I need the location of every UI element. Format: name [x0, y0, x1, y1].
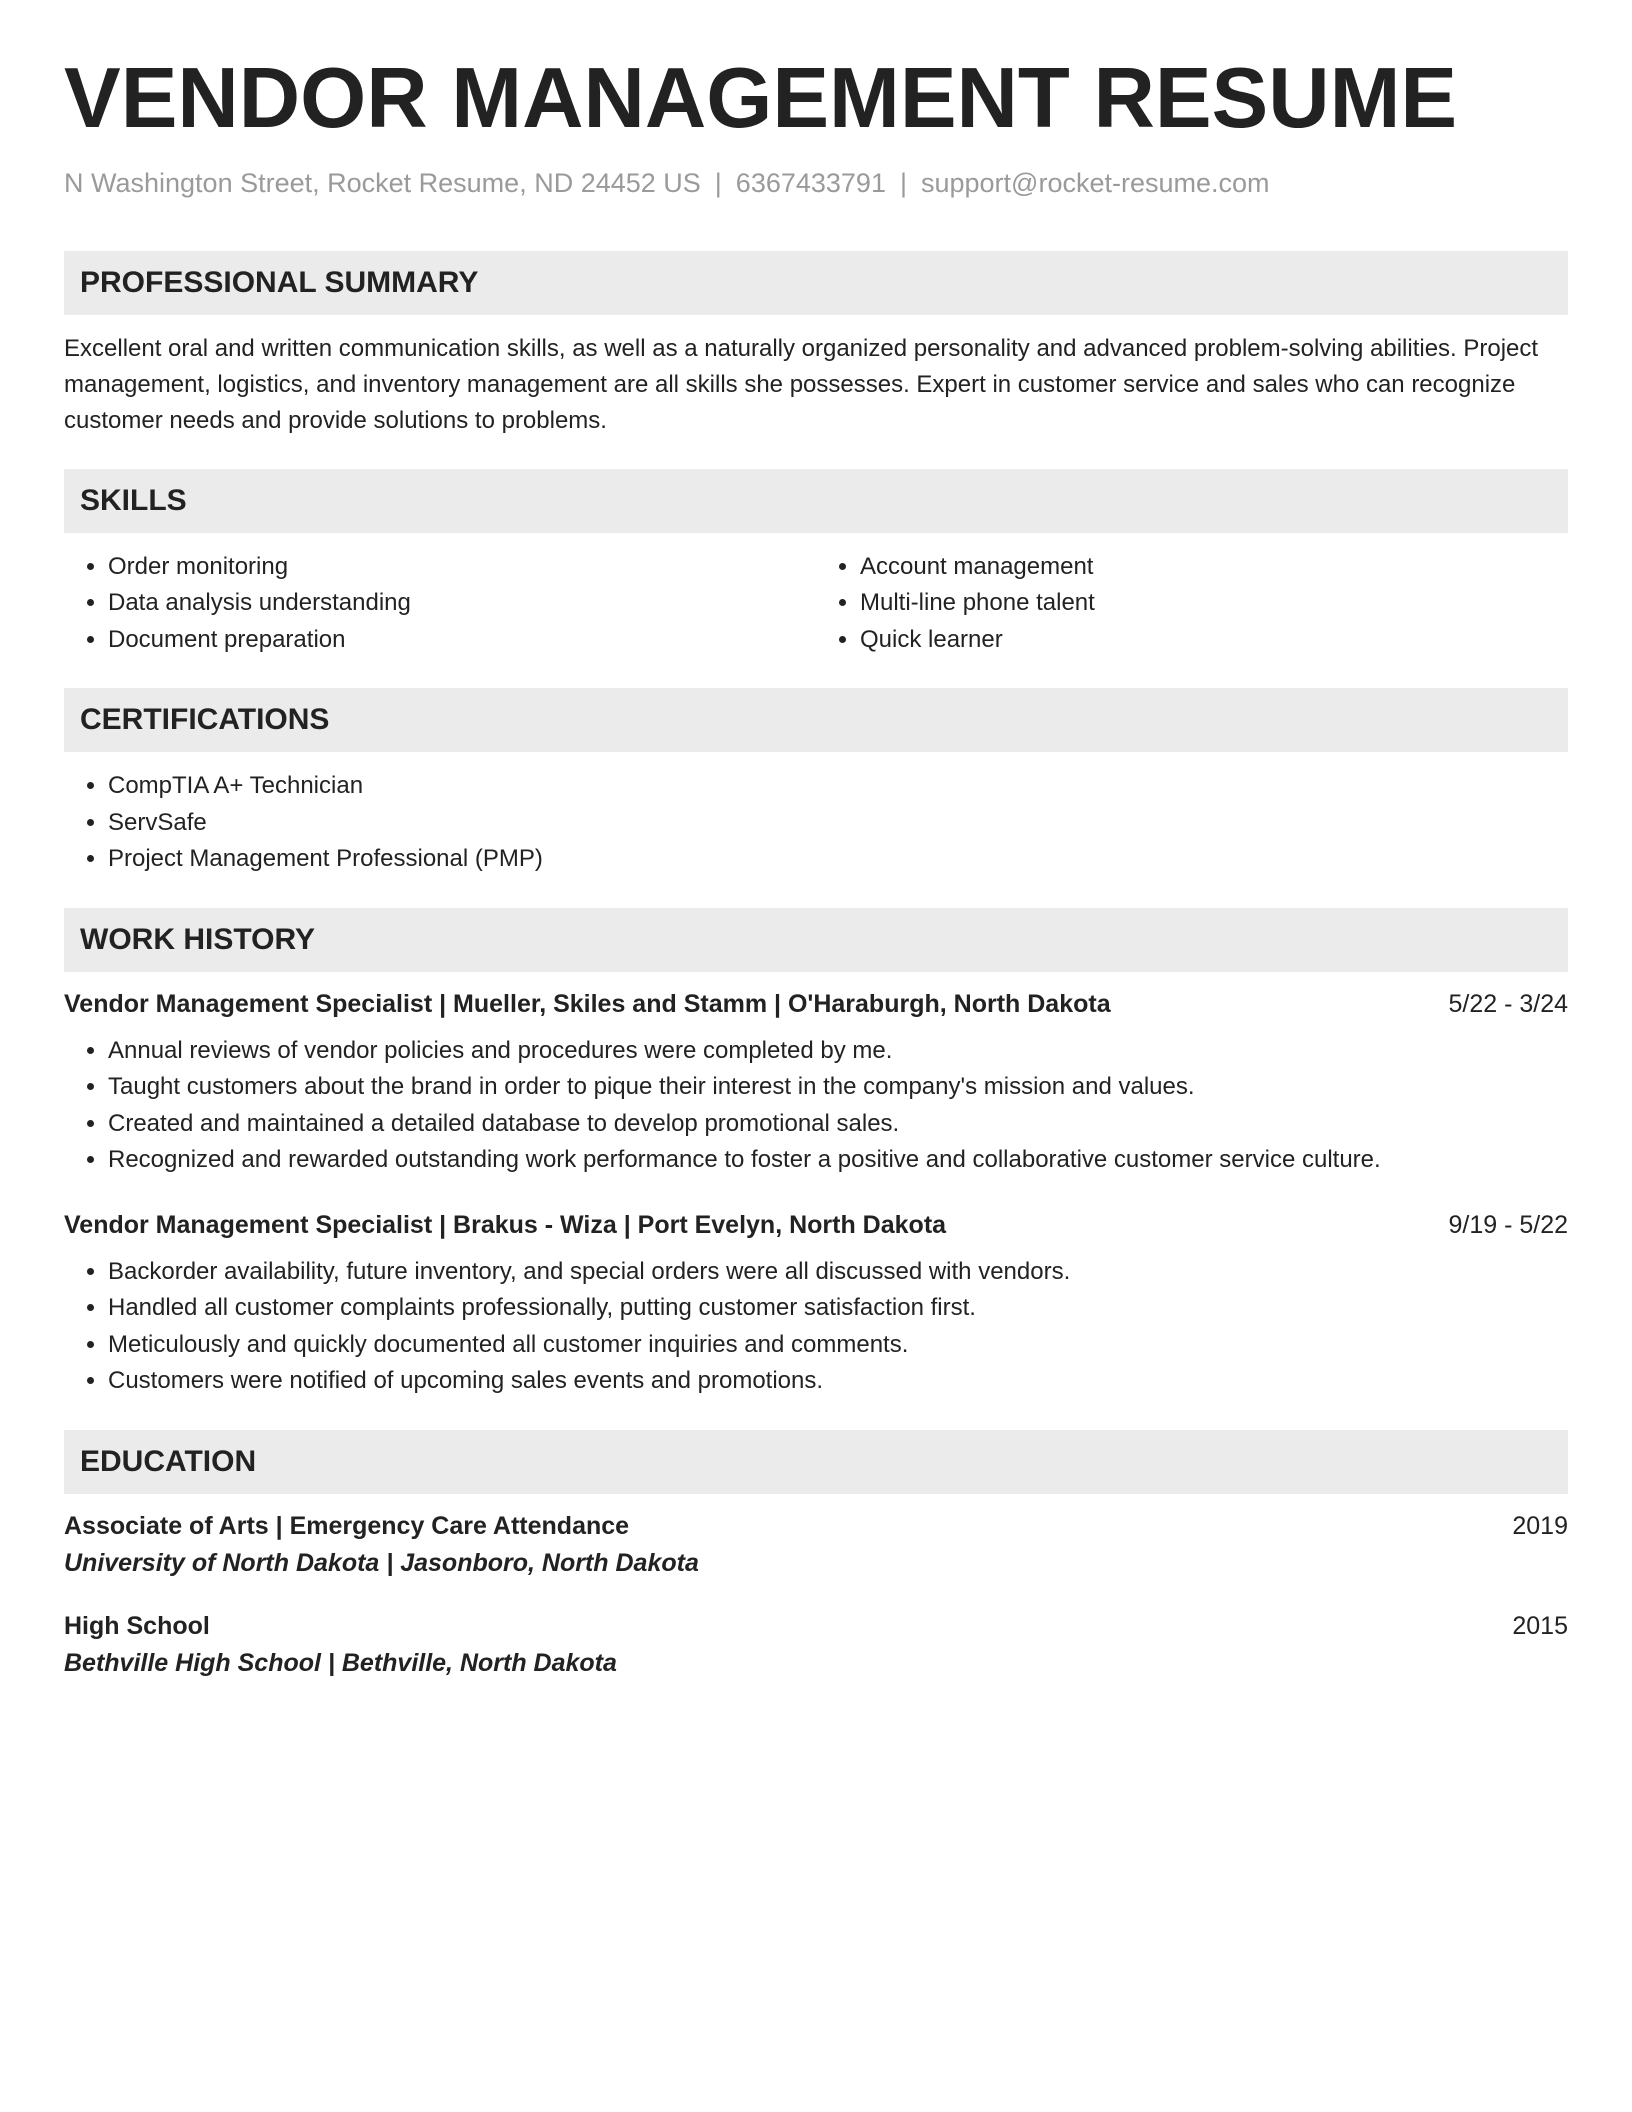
job-bullets — [64, 1033, 1568, 1179]
education-entry — [64, 1612, 1568, 1678]
education-year: 2019 — [1512, 1511, 1568, 1540]
contact-address: N Washington Street, Rocket Resume, ND 24452 US — [64, 167, 701, 198]
education-school: Bethville High School | Bethville, North Dakota — [64, 1648, 617, 1677]
education-header — [64, 1612, 1568, 1641]
skill-item: • Data analysis understanding — [108, 585, 816, 622]
job-bullet: • Handled all customer complaints professionally, putting customer satisfaction first. — [108, 1290, 1568, 1327]
education-degree: High School — [64, 1611, 210, 1640]
education-header — [64, 1512, 1568, 1541]
education-heading: EDUCATION — [64, 1430, 1568, 1494]
job-bullet: • Taught customers about the brand in order to pique their interest in the company's mission and values. — [108, 1069, 1568, 1106]
job-bullet: • Annual reviews of vendor policies and procedures were completed by me. — [108, 1033, 1568, 1070]
skill-item: • Account management — [860, 549, 1568, 586]
education-year: 2015 — [1512, 1611, 1568, 1640]
job-header — [64, 1211, 1568, 1240]
skills-list-right — [816, 549, 1568, 659]
contact-email: support@rocket-resume.com — [920, 167, 1270, 198]
resume-title: VENDOR MANAGEMENT RESUME — [64, 51, 1458, 146]
work-history-section — [64, 908, 1568, 1400]
skill-item: • Document preparation — [108, 622, 816, 659]
education-section — [64, 1430, 1568, 1678]
summary-section — [64, 251, 1568, 439]
job-title: Vendor Management Specialist | Brakus - Wiza | Port Evelyn, North Dakota — [64, 1210, 947, 1239]
job-bullet: • Meticulously and quickly documented all customer inquiries and comments. — [108, 1327, 1568, 1364]
contact-separator: | — [899, 167, 907, 198]
education-entry — [64, 1512, 1568, 1578]
job-title: Vendor Management Specialist | Mueller, Skiles and Stamm | O'Haraburgh, North Dakota — [64, 989, 1111, 1018]
education-degree: Associate of Arts | Emergency Care Attendance — [64, 1511, 630, 1540]
job-entry — [64, 990, 1568, 1179]
work-history-heading: WORK HISTORY — [64, 908, 1568, 972]
job-bullets — [64, 1254, 1568, 1400]
job-dates: 5/22 - 3/24 — [1448, 989, 1568, 1018]
certifications-list — [64, 768, 1568, 878]
skill-item: • Quick learner — [860, 622, 1568, 659]
job-entry — [64, 1211, 1568, 1400]
skills-section — [64, 469, 1568, 659]
skill-item: • Order monitoring — [108, 549, 816, 586]
contact-separator: | — [714, 167, 722, 198]
skills-grid — [64, 533, 1568, 659]
skill-item: • Multi-line phone talent — [860, 585, 1568, 622]
job-bullet: • Recognized and rewarded outstanding work performance to foster a positive and collaborative customer service culture. — [108, 1142, 1568, 1179]
job-header — [64, 990, 1568, 1019]
skills-heading: SKILLS — [64, 469, 1568, 533]
summary-heading: PROFESSIONAL SUMMARY — [64, 251, 1568, 315]
education-school: University of North Dakota | Jasonboro, North Dakota — [64, 1548, 699, 1577]
job-bullet: • Backorder availability, future inventory, and special orders were all discussed with vendors. — [108, 1254, 1568, 1291]
certification-item: • ServSafe — [108, 805, 1568, 842]
certification-item: • CompTIA A+ Technician — [108, 768, 1568, 805]
job-dates: 9/19 - 5/22 — [1448, 1210, 1568, 1239]
certifications-section — [64, 688, 1568, 878]
contact-phone: 6367433791 — [735, 167, 886, 198]
skills-list-left — [64, 549, 816, 659]
job-bullet: • Customers were notified of upcoming sales events and promotions. — [108, 1363, 1568, 1400]
job-bullet: • Created and maintained a detailed database to develop promotional sales. — [108, 1106, 1568, 1143]
certification-item: • Project Management Professional (PMP) — [108, 841, 1568, 878]
contact-line — [64, 168, 1568, 199]
summary-text: Excellent oral and written communication skills, as well as a naturally organized personality and advanced problem-solving abilities. Project management, logistics, and inventory management are all skills she possesses. Expert in customer service and sales who can recognize customer needs and provide solutions to problems. — [64, 334, 1539, 434]
certifications-heading: CERTIFICATIONS — [64, 688, 1568, 752]
